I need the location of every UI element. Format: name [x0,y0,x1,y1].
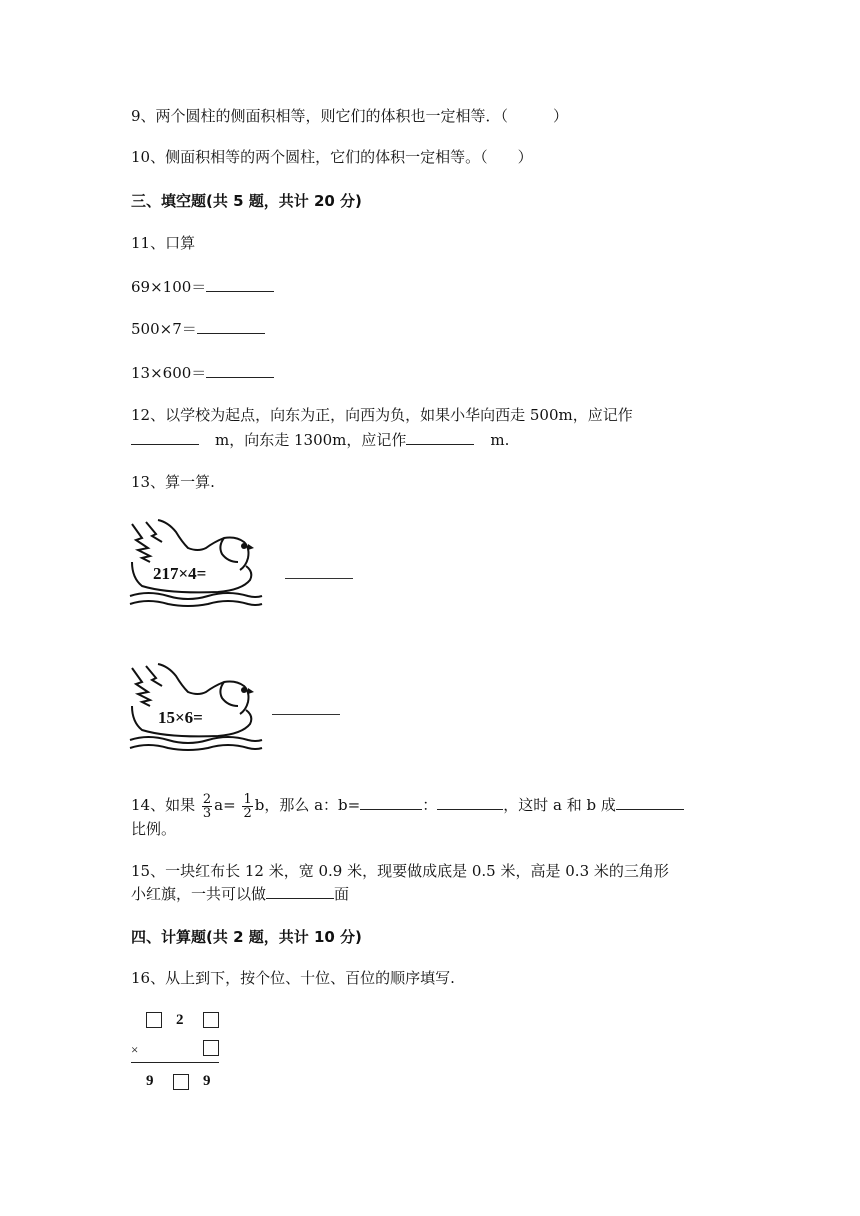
digit-box[interactable] [173,1074,189,1090]
puzzle-digit: 9 [203,1073,211,1089]
fraction-two-thirds: $\frac{2}{3}$ [202,791,212,821]
swan-illustration-2 [128,662,268,752]
question-11c: 13×600＝ [131,362,274,384]
question-13: 13、算一算. [131,473,215,491]
section-4-heading: 四、计算题(共 2 题，共计 10 分) [131,928,362,946]
question-11: 11、口算 [131,234,196,252]
answer-blank[interactable] [206,363,274,378]
question-10: 10、侧面积相等的两个圆柱，它们的体积一定相等。（ ） [131,148,533,166]
question-11b: 500×7＝ [131,318,265,340]
puzzle-digit: 9 [146,1073,154,1089]
swan-2-expression: 15×6= [158,708,203,727]
question-12-line1: 12、以学校为起点，向东为正，向西为负，如果小华向西走 500m，应记作 [131,406,633,424]
puzzle-digit: 2 [176,1012,184,1028]
question-15-line1: 15、一块红布长 12 米，宽 0.9 米，现要做成底是 0.5 米，高是 0.3 米的三角形 [131,862,669,880]
multiplication-rule [131,1062,219,1063]
question-16: 16、从上到下，按个位、十位、百位的顺序填写. [131,969,455,987]
answer-blank[interactable] [197,319,265,334]
answer-blank[interactable] [437,795,503,810]
question-11a: 69×100＝ [131,276,274,298]
question-15-line2: 小红旗，一共可以做 面 [131,885,350,903]
question-9: 9、两个圆柱的侧面积相等，则它们的体积也一定相等．（ ） [131,107,569,125]
swan-1-expression: 217×4= [153,564,207,583]
question-14-line1: 14、如果 $\frac{2}{3}$ a= $\frac{1}{2}$ b，那么 a：b= ： ，这时 a 和 b 成 [131,790,684,820]
answer-line[interactable] [272,714,340,715]
answer-blank[interactable] [266,884,334,899]
answer-blank[interactable] [616,795,684,810]
answer-line[interactable] [285,578,353,579]
question-14-line2: 比例。 [131,820,177,838]
answer-blank[interactable] [206,277,274,292]
digit-box[interactable] [203,1012,219,1028]
fraction-one-half: $\frac{1}{2}$ [243,791,252,821]
digit-box[interactable] [203,1040,219,1056]
swan-illustration-1 [128,518,268,608]
question-12-line2: m，向东走 1300m，应记作 m. [131,429,509,451]
answer-blank[interactable] [131,430,199,445]
times-sign: × [131,1042,139,1057]
section-3-heading: 三、填空题(共 5 题，共计 20 分) [131,192,362,210]
answer-blank[interactable] [360,795,422,810]
answer-blank[interactable] [406,430,474,445]
digit-box[interactable] [146,1012,162,1028]
